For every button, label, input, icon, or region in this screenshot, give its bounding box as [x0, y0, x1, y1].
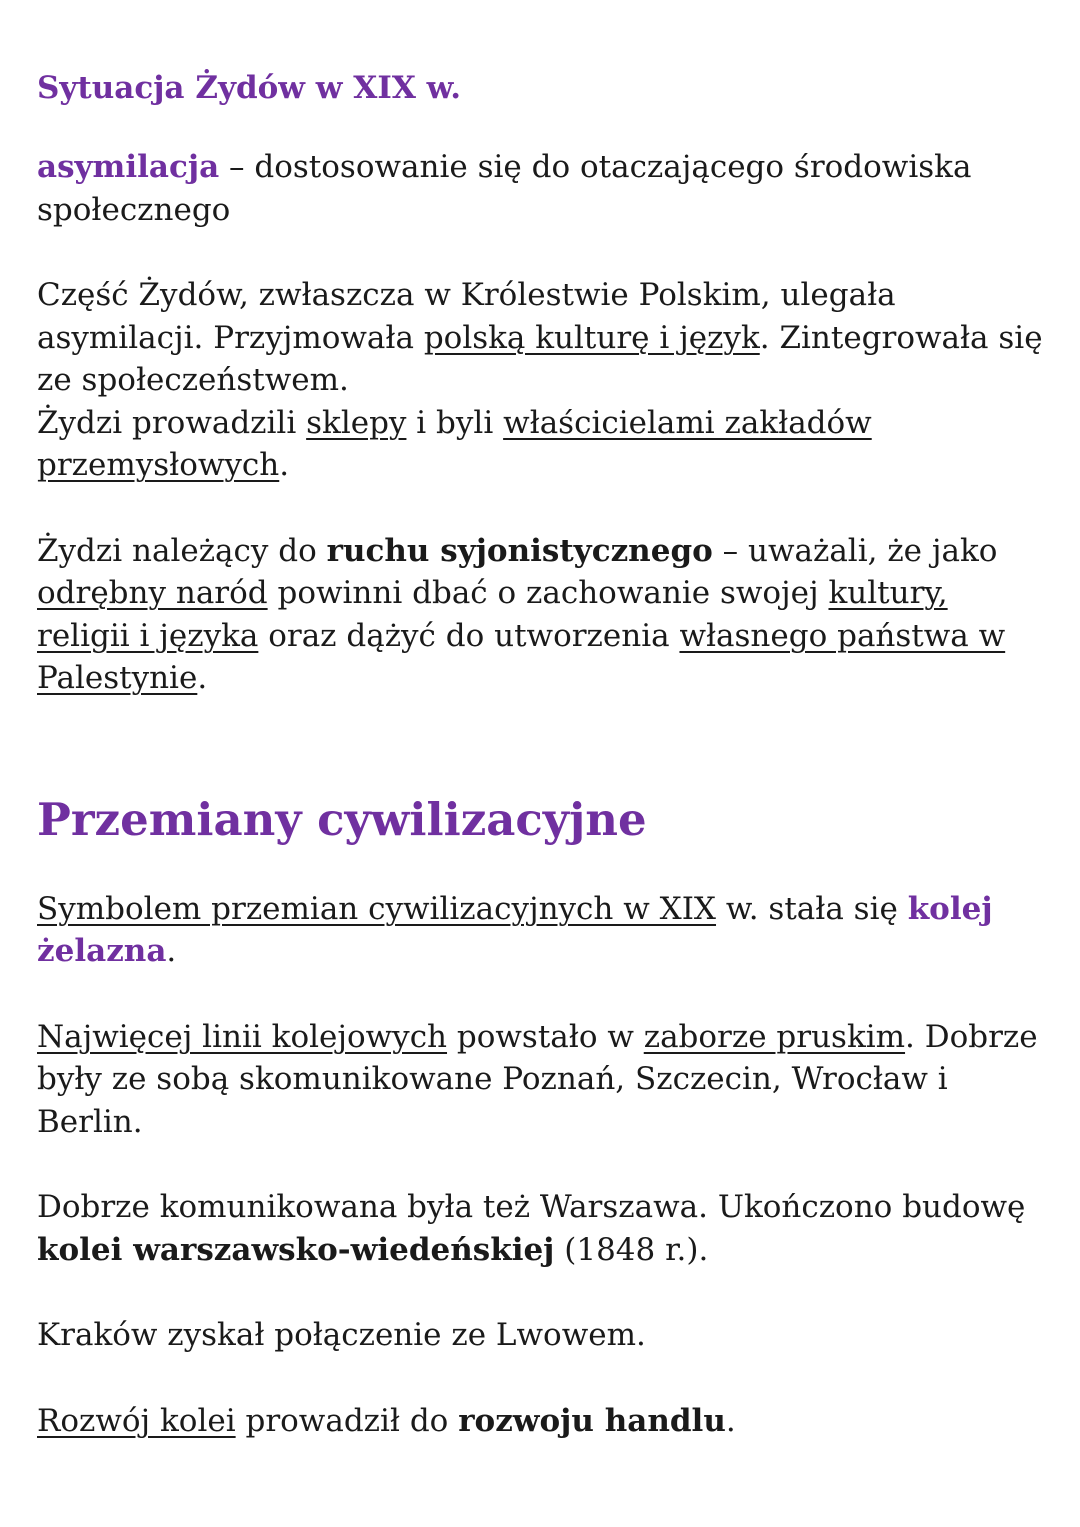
text-segment: Dobrze komunikowana była też Warszawa. Ukończono budowę	[37, 1189, 1026, 1225]
underlined-phrase: własnego państwa w Palestynie	[37, 617, 1006, 696]
term-assimilation: asymilacja	[37, 149, 220, 185]
highlight-phrase: kolej żelazna	[37, 890, 993, 969]
text-segment: . Dobrze były ze sobą skomunikowane Poznań, Szczecin, Wrocław i Berlin.	[37, 1018, 1038, 1140]
text-segment: .	[725, 1402, 736, 1439]
underlined-phrase: właścicielami zakładów przemysłowych	[37, 404, 872, 483]
definition-text: – dostosowanie się do otaczającego środowiska społecznego	[37, 149, 972, 228]
underlined-phrase: Symbolem przemian cywilizacyjnych w XIX	[37, 890, 717, 927]
paragraph-krakow	[37, 1314, 1047, 1357]
text-segment: (1848 r.).	[554, 1231, 709, 1268]
section-title-civilization: Przemiany cywilizacyjne	[37, 792, 647, 846]
paragraph-trade	[37, 1400, 1047, 1443]
text-segment: w. stała się	[716, 890, 908, 927]
paragraph-assimilation	[37, 274, 1047, 487]
underlined-phrase: Najwięcej linii kolejowych	[37, 1018, 448, 1055]
section-title-jews: Sytuacja Żydów w XIX w.	[37, 70, 462, 106]
text-segment: .	[197, 660, 208, 696]
text-segment: Część Żydów, zwłaszcza w Królestwie Polskim, ulegała asymilacji. Przyjmowała	[37, 277, 896, 356]
underlined-phrase: odrębny naród	[37, 575, 268, 611]
underlined-phrase: Rozwój kolei	[37, 1402, 236, 1439]
paragraph-warsaw	[37, 1186, 1047, 1271]
definition-assimilation	[37, 146, 1047, 231]
text-segment: powstało w	[447, 1018, 644, 1055]
text-segment: . Zintegrowała się ze społeczeństwem.	[37, 319, 1043, 398]
text-segment: .	[279, 447, 290, 483]
document-page	[37, 62, 1047, 1442]
text-segment: powinni dbać o zachowanie swojej	[267, 575, 829, 611]
text-segment: – uważali, że jako	[712, 532, 998, 569]
text-segment: Żydzi prowadzili	[37, 404, 307, 441]
underlined-phrase: sklepy	[306, 404, 407, 441]
paragraph-prussian-lines	[37, 1016, 1047, 1144]
underlined-phrase: zaborze pruskim	[643, 1018, 906, 1055]
underlined-phrase: polską kulturę i język	[423, 319, 760, 356]
paragraph-zionism	[37, 530, 1047, 700]
bold-phrase: ruchu syjonistycznego	[326, 532, 713, 569]
text-segment: i byli	[406, 404, 504, 441]
text-segment: oraz dążyć do utworzenia	[258, 617, 680, 654]
text-segment: Żydzi należący do	[37, 532, 327, 569]
bold-phrase: kolei warszawsko-wiedeńskiej	[37, 1231, 555, 1268]
bold-phrase: rozwoju handlu	[458, 1402, 726, 1439]
underlined-phrase: kultury, religii i języka	[37, 575, 948, 654]
text-segment: prowadził do	[235, 1402, 459, 1439]
text-segment: Kraków zyskał połączenie ze Lwowem.	[37, 1317, 646, 1353]
paragraph-railway-symbol	[37, 888, 1047, 973]
text-segment: .	[166, 933, 177, 969]
